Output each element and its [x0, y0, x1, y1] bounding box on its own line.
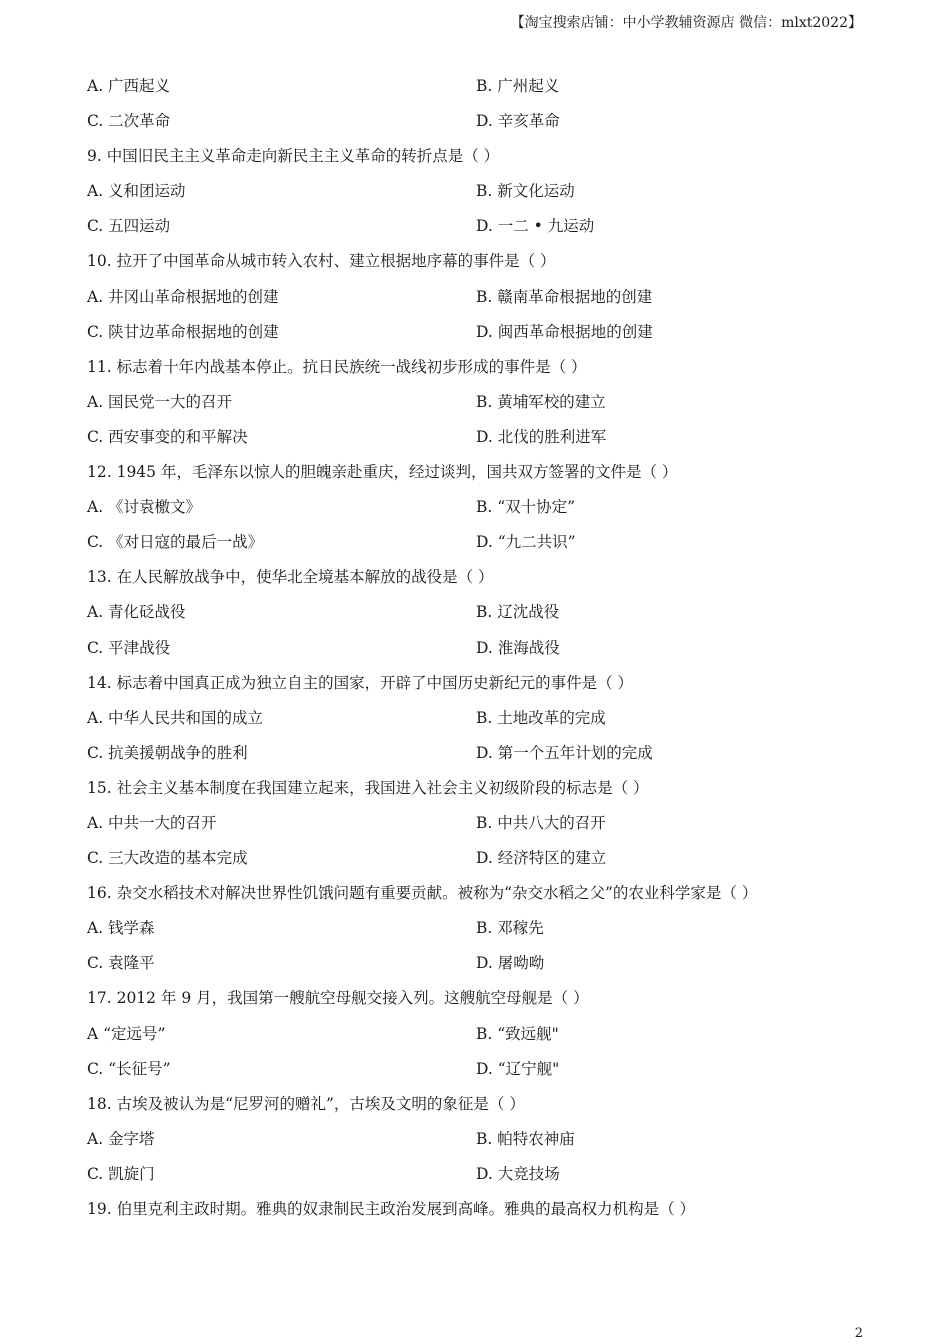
option-left: C. 三大改造的基本完成 — [87, 849, 248, 868]
options-row — [87, 911, 867, 946]
option-left: A “定远号” — [87, 1024, 166, 1043]
option-right: D. “九二共识” — [476, 533, 576, 552]
option-right: B. 新文化运动 — [476, 182, 575, 201]
option-left: C. 陕甘边革命根据地的创建 — [87, 322, 279, 341]
question-text: 19. 伯里克利主政时期。雅典的奴隶制民主政治发展到高峰。雅典的最高权力机构是（ ） — [87, 1200, 696, 1218]
question-row — [87, 244, 867, 279]
option-right: D. 大竞技场 — [476, 1164, 560, 1183]
page-header: 【淘宝搜索店铺：中小学教辅资源店 微信：mlxt2022】 — [510, 15, 862, 31]
question-text: 9. 中国旧民主主义革命走向新民主主义革命的转折点是（ ） — [87, 147, 500, 166]
question-text: 16. 杂交水稻技术对解决世界性饥饿问题有重要贡献。被称为“杂交水稻之父”的农业科学家是（ ） — [87, 884, 758, 903]
option-right: B. 邓稼先 — [476, 919, 544, 938]
options-row — [87, 806, 867, 841]
options-row — [87, 280, 867, 315]
options-row — [87, 104, 867, 139]
option-right: D. 屠呦呦 — [476, 954, 545, 973]
question-row — [87, 666, 867, 701]
option-left: A. 中华人民共和国的成立 — [87, 708, 264, 727]
option-right: B. 广州起义 — [476, 77, 560, 95]
option-right: D. 辛亥革命 — [476, 112, 560, 131]
options-row — [87, 525, 867, 560]
option-left: A. 钱学森 — [87, 919, 155, 938]
question-row — [87, 771, 867, 806]
option-right: D. 闽西革命根据地的创建 — [476, 322, 653, 341]
question-text: 13. 在人民解放战争中，使华北全境基本解放的战役是（ ） — [87, 568, 494, 587]
question-list — [87, 69, 867, 1227]
option-right: B. 土地改革的完成 — [476, 708, 606, 727]
option-right: B. 帕特农神庙 — [476, 1129, 575, 1148]
question-text: 14. 标志着中国真正成为独立自主的国家，开辟了中国历史新纪元的事件是（ ） — [87, 673, 634, 692]
question-text: 10. 拉开了中国革命从城市转入农村、建立根据地序幕的事件是（ ） — [87, 252, 556, 271]
option-right: B. 辽沈战役 — [476, 603, 560, 622]
question-row — [87, 350, 867, 385]
options-row — [87, 209, 867, 244]
option-right: D. 经济特区的建立 — [476, 849, 607, 868]
option-left: A. 义和团运动 — [87, 182, 186, 201]
option-left: A. 井冈山革命根据地的创建 — [87, 287, 279, 306]
question-text: 11. 标志着十年内战基本停止。抗日民族统一战线初步形成的事件是（ ） — [87, 357, 587, 376]
option-left: A. 广西起义 — [87, 77, 171, 95]
option-right: D. 北伐的胜利进军 — [476, 427, 607, 446]
option-left: C. “长征号” — [87, 1059, 171, 1078]
option-right: D. 一二 • 九运动 — [476, 217, 595, 236]
option-right: B. 中共八大的召开 — [476, 813, 606, 832]
option-right: B. 黄埔军校的建立 — [476, 392, 606, 411]
option-left: A. 中共一大的召开 — [87, 813, 217, 832]
option-left: C. 凯旋门 — [87, 1164, 155, 1183]
options-row — [87, 1052, 867, 1087]
options-row — [87, 420, 867, 455]
options-row — [87, 490, 867, 525]
option-right: B. “双十协定” — [476, 498, 576, 517]
options-row — [87, 69, 867, 104]
option-left: C. 《对日寇的最后一战》 — [87, 533, 264, 552]
options-row — [87, 315, 867, 350]
option-left: C. 二次革命 — [87, 112, 171, 131]
option-right: D. 淮海战役 — [476, 638, 560, 657]
question-text: 12. 1945 年，毛泽东以惊人的胆魄亲赴重庆，经过谈判，国共双方签署的文件是（ ） — [87, 463, 678, 482]
question-row — [87, 876, 867, 911]
question-row — [87, 981, 867, 1016]
question-row — [87, 1087, 867, 1122]
question-row — [87, 139, 867, 174]
options-row — [87, 1017, 867, 1052]
option-right: B. 赣南革命根据地的创建 — [476, 287, 653, 306]
option-left: A. 金字塔 — [87, 1129, 155, 1148]
options-row — [87, 701, 867, 736]
option-right: D. 第一个五年计划的完成 — [476, 743, 653, 762]
option-right: B. “致远舰" — [476, 1024, 559, 1043]
options-row — [87, 1122, 867, 1157]
options-row — [87, 841, 867, 876]
question-row — [87, 560, 867, 595]
options-row — [87, 174, 867, 209]
options-row — [87, 1157, 867, 1192]
question-row — [87, 1192, 867, 1227]
option-left: C. 袁隆平 — [87, 954, 155, 973]
question-text: 18. 古埃及被认为是“尼罗河的赠礼”，古埃及文明的象征是（ ） — [87, 1094, 525, 1113]
page-number: 2 — [854, 1326, 863, 1341]
question-text: 17. 2012 年 9 月，我国第一艘航空母舰交接入列。这艘航空母舰是（ ） — [87, 989, 589, 1008]
option-left: C. 平津战役 — [87, 638, 171, 657]
option-left: C. 五四运动 — [87, 217, 171, 236]
option-right: D. “辽宁舰" — [476, 1059, 560, 1078]
question-row — [87, 455, 867, 490]
options-row — [87, 595, 867, 630]
question-text: 15. 社会主义基本制度在我国建立起来，我国进入社会主义初级阶段的标志是（ ） — [87, 778, 649, 797]
option-left: C. 西安事变的和平解决 — [87, 427, 248, 446]
options-row — [87, 631, 867, 666]
option-left: A. 青化砭战役 — [87, 603, 186, 622]
option-left: C. 抗美援朝战争的胜利 — [87, 743, 248, 762]
option-left: A. 《讨袁檄文》 — [87, 498, 202, 517]
option-left: A. 国民党一大的召开 — [87, 392, 233, 411]
options-row — [87, 385, 867, 420]
options-row — [87, 946, 867, 981]
options-row — [87, 736, 867, 771]
